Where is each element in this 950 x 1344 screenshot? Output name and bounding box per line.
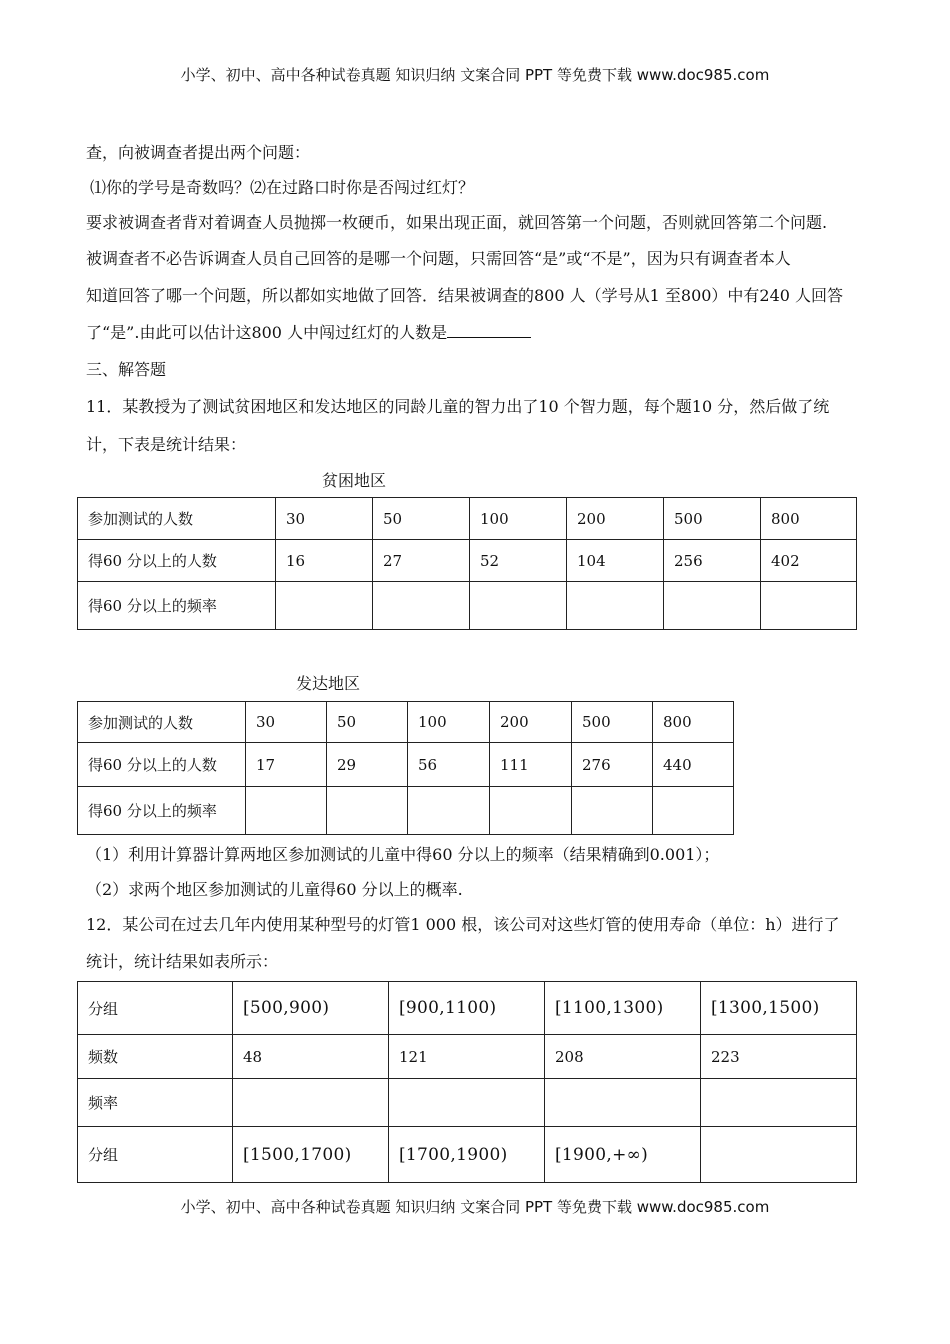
- row-header-cell: 得60 分以上的频率: [78, 582, 276, 630]
- table-cell: [500,900): [233, 982, 389, 1035]
- q11-part-2: （2）求两个地区参加测试的儿童得60 分以上的概率.: [86, 880, 463, 899]
- table-cell: 104: [567, 540, 664, 582]
- table-cell: [276, 582, 373, 630]
- developed-region-table: [77, 701, 734, 835]
- row-header-cell: 频数: [78, 1035, 233, 1079]
- table-row: [78, 498, 857, 540]
- table-cell: [1900,+∞): [545, 1127, 701, 1183]
- table-cell: 29: [327, 743, 408, 787]
- table-cell: [1500,1700): [233, 1127, 389, 1183]
- table-cell: [701, 1127, 857, 1183]
- row-header-cell: 频率: [78, 1079, 233, 1127]
- intro-line-4: 被调查者不必告诉调查人员自己回答的是哪一个问题，只需回答“是”或“不是”，因为只有调查者本人: [86, 249, 791, 268]
- table-cell: 100: [470, 498, 567, 540]
- table-cell: [373, 582, 470, 630]
- table-cell: 256: [664, 540, 761, 582]
- table-row: [78, 540, 857, 582]
- intro-line-6-text: 了“是”.由此可以估计这800 人中闯过红灯的人数是: [86, 323, 448, 342]
- table-row: [78, 1035, 857, 1079]
- row-header-cell: 分组: [78, 982, 233, 1035]
- row-header-cell: 得60 分以上的人数: [78, 743, 246, 787]
- table-cell: 121: [389, 1035, 545, 1079]
- table-cell: 208: [545, 1035, 701, 1079]
- table-cell: [246, 787, 327, 835]
- table-row: [78, 702, 734, 743]
- table-cell: [701, 1079, 857, 1127]
- table-cell: [1100,1300): [545, 982, 701, 1035]
- table2-caption: 发达地区: [296, 674, 361, 693]
- table-cell: 276: [572, 743, 653, 787]
- table-cell: 30: [246, 702, 327, 743]
- table-cell: [470, 582, 567, 630]
- table-cell: [545, 1079, 701, 1127]
- table-cell: 800: [761, 498, 857, 540]
- table-cell: 440: [653, 743, 734, 787]
- table1-caption: 贫困地区: [322, 471, 387, 490]
- table-cell: 200: [567, 498, 664, 540]
- q11-line-2: 计，下表是统计结果：: [86, 435, 247, 454]
- table-cell: [233, 1079, 389, 1127]
- page-footer: 小学、初中、高中各种试卷真题 知识归纳 文案合同 PPT 等免费下载 www.doc985.com: [180, 1198, 770, 1216]
- table-cell: 200: [490, 702, 572, 743]
- lamp-lifetime-table: [77, 981, 857, 1183]
- row-header-cell: 得60 分以上的人数: [78, 540, 276, 582]
- table-cell: 56: [408, 743, 490, 787]
- table-cell: 30: [276, 498, 373, 540]
- intro-line-1: 查，向被调查者提出两个问题：: [86, 143, 311, 162]
- intro-line-6: [86, 320, 531, 343]
- table-row: [78, 1127, 857, 1183]
- q11-part-1: （1）利用计算器计算两地区参加测试的儿童中得60 分以上的频率（结果精确到0.001）；: [86, 845, 720, 864]
- table-cell: [389, 1079, 545, 1127]
- row-header-cell: 分组: [78, 1127, 233, 1183]
- answer-blank[interactable]: [447, 323, 531, 338]
- section-title: 三、解答题: [86, 360, 167, 379]
- q12-line-1: 12．某公司在过去几年内使用某种型号的灯管1 000 根，该公司对这些灯管的使用寿命（单位：h）进行了: [86, 915, 840, 934]
- table-cell: [900,1100): [389, 982, 545, 1035]
- table-cell: [572, 787, 653, 835]
- table-cell: 100: [408, 702, 490, 743]
- table-cell: 16: [276, 540, 373, 582]
- row-header-cell: 参加测试的人数: [78, 702, 246, 743]
- table-cell: 500: [664, 498, 761, 540]
- table-cell: 402: [761, 540, 857, 582]
- table-cell: 800: [653, 702, 734, 743]
- table-cell: [761, 582, 857, 630]
- page-header: 小学、初中、高中各种试卷真题 知识归纳 文案合同 PPT 等免费下载 www.doc985.com: [180, 66, 770, 84]
- table-cell: 27: [373, 540, 470, 582]
- row-header-cell: 参加测试的人数: [78, 498, 276, 540]
- row-header-cell: 得60 分以上的频率: [78, 787, 246, 835]
- table-cell: [490, 787, 572, 835]
- table-row: [78, 1079, 857, 1127]
- intro-questions: ⑴你的学号是奇数吗？⑵在过路口时你是否闯过红灯？: [90, 178, 475, 197]
- table-cell: 50: [327, 702, 408, 743]
- table-cell: [664, 582, 761, 630]
- table-cell: [1300,1500): [701, 982, 857, 1035]
- table-row: [78, 787, 734, 835]
- table-row: [78, 743, 734, 787]
- table-row: [78, 982, 857, 1035]
- table-cell: 52: [470, 540, 567, 582]
- table-cell: [567, 582, 664, 630]
- table-cell: 17: [246, 743, 327, 787]
- q12-line-2: 统计，统计结果如表所示：: [86, 952, 279, 971]
- table-cell: 223: [701, 1035, 857, 1079]
- table-cell: 111: [490, 743, 572, 787]
- intro-line-3: 要求被调查者背对着调查人员抛掷一枚硬币，如果出现正面，就回答第一个问题，否则就回答第二个问题.: [86, 213, 828, 232]
- table-cell: [408, 787, 490, 835]
- table-cell: [653, 787, 734, 835]
- table-cell: 48: [233, 1035, 389, 1079]
- poor-region-table: [77, 497, 857, 630]
- table-cell: 500: [572, 702, 653, 743]
- intro-line-5: 知道回答了哪一个问题，所以都如实地做了回答．结果被调查的800 人（学号从1 至800）中有240 人回答: [86, 286, 844, 305]
- table-cell: 50: [373, 498, 470, 540]
- table-row: [78, 582, 857, 630]
- table-cell: [1700,1900): [389, 1127, 545, 1183]
- table-cell: [327, 787, 408, 835]
- q11-line-1: 11．某教授为了测试贫困地区和发达地区的同龄儿童的智力出了10 个智力题，每个题10 分，然后做了统: [86, 397, 830, 416]
